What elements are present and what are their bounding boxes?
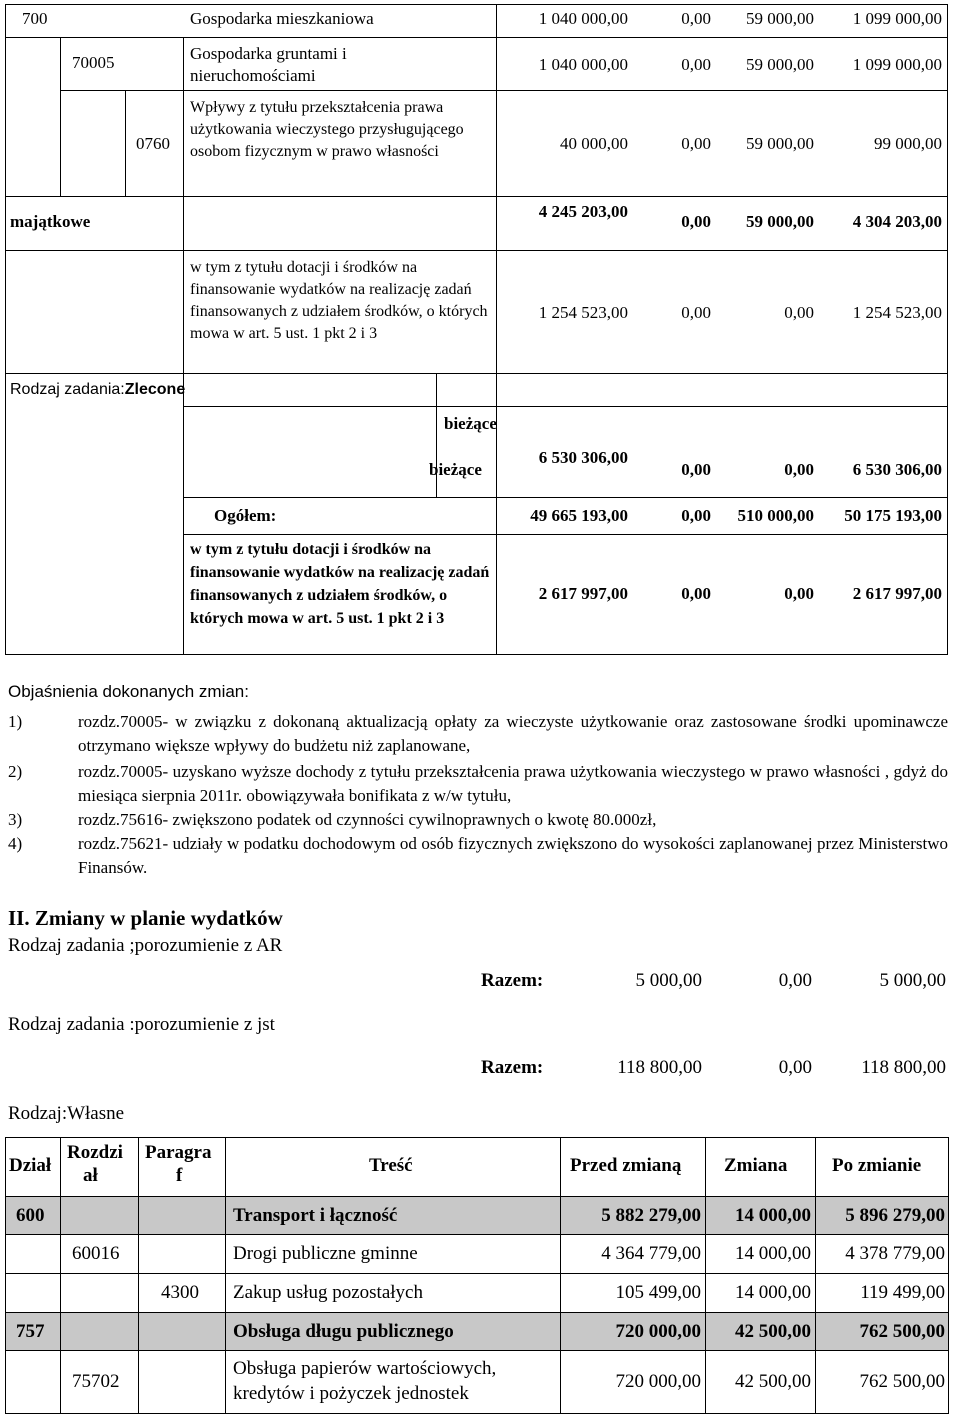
table-row-zmiana: 14 000,00: [735, 1243, 811, 1264]
header-paragraf-1: Paragra: [145, 1142, 212, 1163]
explanation-num: 2): [8, 762, 23, 781]
table-row-przed: 105 499,00: [615, 1282, 701, 1303]
explanation-item: [8, 710, 948, 758]
majatkowe-label: majątkowe: [10, 212, 91, 231]
table-row-po: 762 500,00: [859, 1371, 945, 1392]
row-70005-code: 70005: [72, 53, 115, 72]
table-row-tresc: Drogi publiczne gminne: [233, 1243, 418, 1264]
ogolem-before: 49 665 193,00: [530, 506, 628, 525]
header-paragraf-2: f: [176, 1165, 183, 1186]
biezace-header: bieżące: [444, 414, 497, 433]
header-rozdzial-1: Rozdzi: [67, 1142, 123, 1163]
row-70005-before: 1 040 000,00: [538, 55, 628, 74]
biezace-before: 6 530 306,00: [538, 448, 628, 467]
table-row-rozdzial: 60016: [72, 1243, 120, 1264]
table-row-rozdzial: 75702: [72, 1371, 120, 1392]
razem-ar-before: 5 000,00: [635, 970, 702, 991]
explanation-text: rozdz.75616- zwiększono podatek od czynności cywilnoprawnych o kwotę 80.000zł,: [78, 810, 657, 829]
razem-jst-change: 0,00: [778, 1057, 812, 1078]
explanation-num: 4): [8, 834, 23, 853]
header-tresc: Treść: [369, 1155, 413, 1176]
dotacje1-after: 1 254 523,00: [852, 303, 942, 322]
dotacje-text-1: w tym z tytułu dotacji i środków na finansowanie wydatków na realizację zadań finansowanych z udziałem środków, o których mowa w art. 5 ust. 1 pkt 2 i 3: [190, 259, 488, 342]
rodzaj-zadania-zlecone: [10, 381, 185, 399]
rodzaj-wlasne: Rodzaj:Własne: [8, 1103, 125, 1124]
row-700-after: 1 099 000,00: [852, 9, 942, 28]
dotacje2-minus: 0,00: [681, 584, 711, 603]
table-row-tresc: Transport i łączność: [233, 1205, 398, 1226]
row-70005-after: 1 099 000,00: [852, 55, 942, 74]
row-70005-minus: 0,00: [681, 55, 711, 74]
biezace-plus: 0,00: [784, 460, 814, 479]
table-row-tresc-1: Obsługa papierów wartościowych,: [233, 1358, 497, 1379]
row-0760-before: 40 000,00: [560, 134, 628, 153]
explanation-num: 3): [8, 810, 23, 829]
table-row-przed: 5 882 279,00: [601, 1205, 701, 1226]
dotacje-text-2: w tym z tytułu dotacji i środków na finansowanie wydatków na realizację zadań finansowanych z udziałem środków, o których mowa w art. 5 ust. 1 pkt 2 i 3: [190, 541, 490, 627]
row-70005-name-2: nieruchomościami: [190, 66, 316, 85]
ogolem-after: 50 175 193,00: [844, 506, 942, 525]
majatkowe-before: 4 245 203,00: [538, 202, 628, 221]
explanation-text: rozdz.75621- udziały w podatku dochodowym od osób fizycznych zwiększono do wysokości zaplanowanej przez Ministerstwo Finansów.: [78, 834, 948, 877]
rodzaj-ar: Rodzaj zadania ;porozumienie z AR: [8, 935, 283, 956]
razem-ar-after: 5 000,00: [879, 970, 946, 991]
table-row-przed: 4 364 779,00: [601, 1243, 701, 1264]
razem-jst-after: 118 800,00: [861, 1057, 946, 1078]
row-700-plus: 59 000,00: [746, 9, 814, 28]
dotacje1-minus: 0,00: [681, 303, 711, 322]
header-zmiana: Zmiana: [724, 1155, 788, 1176]
table-row-tresc: Zakup usług pozostałych: [233, 1282, 423, 1303]
razem-ar-change: 0,00: [778, 970, 812, 991]
header-po: Po zmianie: [832, 1155, 922, 1176]
majatkowe-plus: 59 000,00: [746, 212, 814, 231]
table-row-dzial: 600: [16, 1205, 45, 1226]
rodzaj-jst: Rodzaj zadania :porozumienie z jst: [8, 1014, 275, 1035]
table-row-tresc-2: kredytów i pożyczek jednostek: [233, 1383, 469, 1404]
biezace-label: bieżące: [429, 460, 482, 479]
row-700-minus: 0,00: [681, 9, 711, 28]
dotacje2-plus: 0,00: [784, 584, 814, 603]
dotacje1-before: 1 254 523,00: [538, 303, 628, 322]
table-row-zmiana: 42 500,00: [735, 1321, 811, 1342]
biezace-minus: 0,00: [681, 460, 711, 479]
row-70005-plus: 59 000,00: [746, 55, 814, 74]
table-row-po: 5 896 279,00: [845, 1205, 945, 1226]
row-0760-after: 99 000,00: [874, 134, 942, 153]
row-0760-minus: 0,00: [681, 134, 711, 153]
ogolem-minus: 0,00: [681, 506, 711, 525]
explanation-item: [8, 832, 948, 880]
rodzaj-value: Zlecone: [124, 381, 186, 398]
explanation-item: [8, 760, 948, 808]
table-row-zmiana: 14 000,00: [735, 1282, 811, 1303]
row-0760-code: 0760: [136, 134, 170, 153]
razem-ar-label: Razem:: [481, 970, 544, 991]
explanation-num: 1): [8, 712, 23, 731]
explanation-text: rozdz.70005- w związku z dokonaną aktualizacją opłaty za wieczyste użytkowanie oraz zastosowane środki upominawcze otrzymano większe wpływy do budżetu niż zaplanowane,: [78, 712, 948, 755]
razem-jst-label: Razem:: [481, 1057, 544, 1078]
table-row-przed: 720 000,00: [615, 1371, 701, 1392]
table-row-po: 762 500,00: [859, 1321, 945, 1342]
table-row-przed: 720 000,00: [615, 1321, 701, 1342]
row-700-before: 1 040 000,00: [538, 9, 628, 28]
rodzaj-label: Rodzaj zadania:: [10, 381, 125, 398]
table-row-tresc: Obsługa długu publicznego: [233, 1321, 454, 1342]
header-rozdzial-2: ał: [83, 1165, 98, 1186]
row-700-name: Gospodarka mieszkaniowa: [190, 9, 374, 28]
header-przed: Przed zmianą: [570, 1155, 682, 1176]
row-0760-plus: 59 000,00: [746, 134, 814, 153]
table-row-zmiana: 14 000,00: [735, 1205, 811, 1226]
explanation-text: rozdz.70005- uzyskano wyższe dochody z tytułu przekształcenia prawa użytkowania wieczystego w prawo własności , gdyż do miesiąca sierpnia 2011r. obowiązywała bonifikata z w/w tytułu,: [78, 762, 948, 805]
dotacje1-plus: 0,00: [784, 303, 814, 322]
majatkowe-minus: 0,00: [681, 212, 711, 231]
table-row-dzial: 757: [16, 1321, 45, 1342]
header-dzial: Dział: [9, 1155, 52, 1176]
table-row-paragraf: 4300: [161, 1282, 199, 1303]
razem-jst-before: 118 800,00: [617, 1057, 702, 1078]
table-row-zmiana: 42 500,00: [735, 1371, 811, 1392]
row-700-code: 700: [22, 9, 48, 28]
biezace-after: 6 530 306,00: [852, 460, 942, 479]
explanation-item: [8, 808, 948, 832]
table-row-po: 119 499,00: [860, 1282, 945, 1303]
ogolem-plus: 510 000,00: [737, 506, 814, 525]
dotacje2-before: 2 617 997,00: [538, 584, 628, 603]
dotacje2-after: 2 617 997,00: [852, 584, 942, 603]
row-70005-name-1: Gospodarka gruntami i: [190, 44, 347, 63]
explanations-title: Objaśnienia dokonanych zmian:: [8, 682, 249, 701]
ogolem-label: Ogółem:: [214, 506, 277, 525]
section-title: II. Zmiany w planie wydatków: [8, 906, 283, 930]
row-0760-name: Wpływy z tytułu przekształcenia prawa użytkowania wieczystego przysługującego osobom fizycznym w prawo własności: [190, 99, 464, 160]
table-row-po: 4 378 779,00: [845, 1243, 945, 1264]
majatkowe-after: 4 304 203,00: [852, 212, 942, 231]
